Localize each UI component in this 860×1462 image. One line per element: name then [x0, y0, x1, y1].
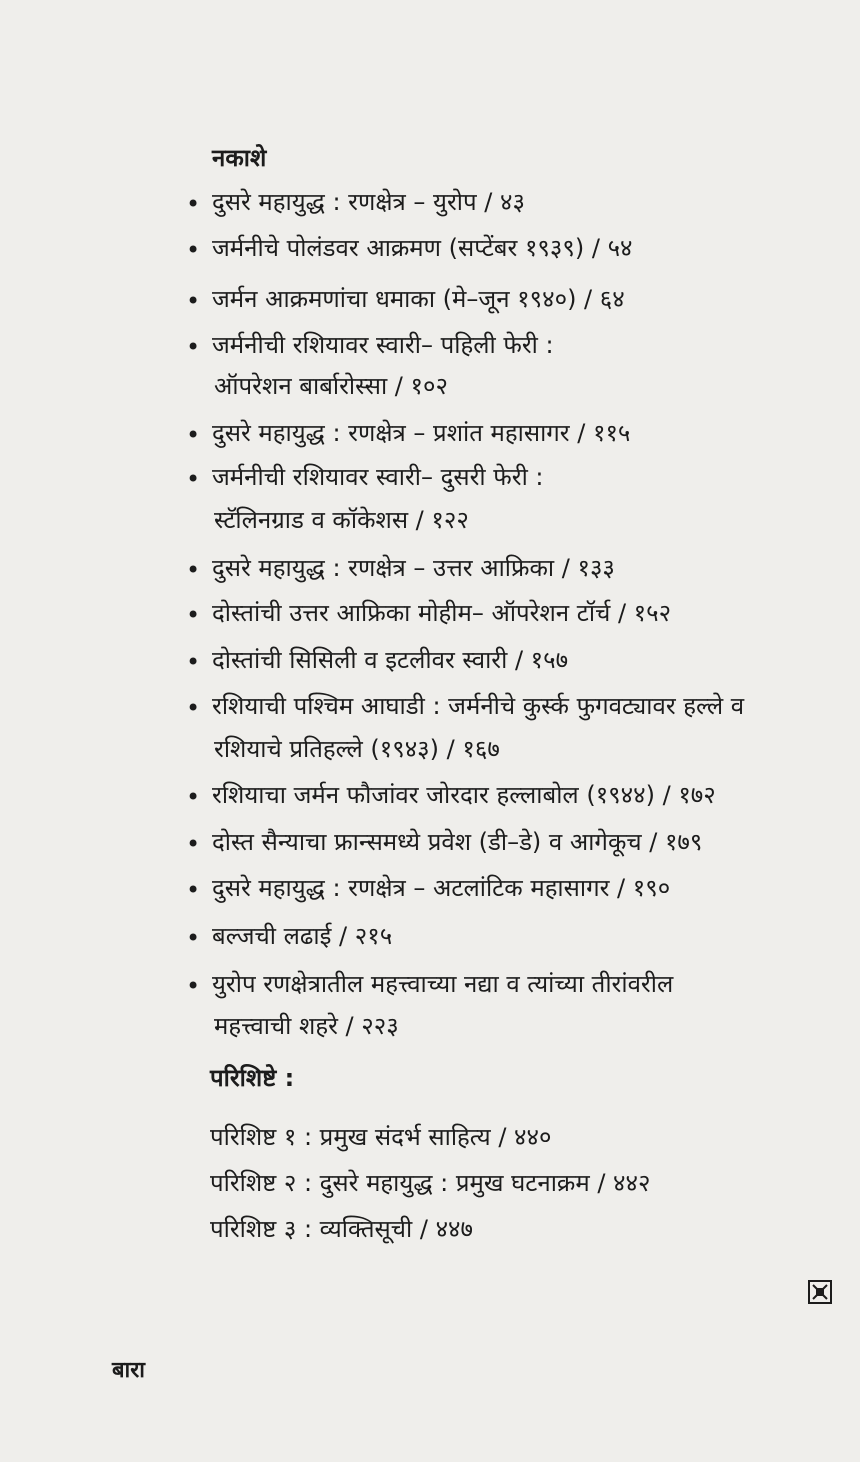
appendix-entry-2: परिशिष्ट २ : दुसरे महायुद्ध : प्रमुख घटनाक्रम / ४४२	[210, 1169, 651, 1197]
map-entry-14: बल्जची लढाई / २१५	[212, 922, 393, 950]
map-entry-7: दुसरे महायुद्ध : रणक्षेत्र – उत्तर आफ्रिका / १३३	[212, 554, 615, 582]
appendix-entry-1: परिशिष्ट १ : प्रमुख संदर्भ साहित्य / ४४०	[210, 1123, 552, 1151]
map-entry-6-line1: जर्मनीची रशियावर स्वारी– दुसरी फेरी :	[212, 463, 544, 491]
bullet-icon: •	[186, 830, 201, 858]
map-entry-10-line2: रशियाचे प्रतिहल्ले (१९४३) / १६७	[214, 735, 500, 763]
bullet-icon: •	[186, 333, 201, 361]
map-entry-15-line2: महत्त्वाची शहरे / २२३	[214, 1012, 399, 1040]
bullet-icon: •	[186, 694, 201, 722]
bullet-icon: •	[186, 648, 201, 676]
bullet-icon: •	[186, 287, 201, 315]
bullet-icon: •	[186, 465, 201, 493]
map-entry-1: दुसरे महायुद्ध : रणक्षेत्र – युरोप / ४३	[212, 188, 525, 216]
bullet-icon: •	[186, 601, 201, 629]
bullet-icon: •	[186, 421, 201, 449]
bullet-icon: •	[186, 876, 201, 904]
map-entry-6-line2: स्टॅलिनग्राड व कॉकेशस / १२२	[214, 506, 469, 534]
map-entry-15-line1: युरोप रणक्षेत्रातील महत्त्वाच्या नद्या व त्यांच्या तीरांवरील	[212, 970, 674, 998]
maps-heading: नकाशे	[212, 144, 267, 172]
map-entry-5: दुसरे महायुद्ध : रणक्षेत्र – प्रशांत महासागर / ११५	[212, 419, 631, 447]
appendix-heading: परिशिष्टे :	[210, 1064, 295, 1092]
bullet-icon: •	[186, 972, 201, 1000]
map-entry-13: दुसरे महायुद्ध : रणक्षेत्र – अटलांटिक महासागर / १९०	[212, 874, 671, 902]
map-entry-11: रशियाचा जर्मन फौजांवर जोरदार हल्लाबोल (१९४४) / १७२	[212, 781, 716, 809]
bullet-icon: •	[186, 556, 201, 584]
bullet-icon: •	[186, 236, 201, 264]
map-entry-12: दोस्त सैन्याचा फ्रान्समध्ये प्रवेश (डी–डे) व आगेकूच / १७९	[212, 828, 703, 856]
map-entry-3: जर्मन आक्रमणांचा धमाका (मे–जून १९४०) / ६४	[212, 285, 625, 313]
map-entry-2: जर्मनीचे पोलंडवर आक्रमण (सप्टेंबर १९३९) / ५४	[212, 234, 633, 262]
appendix-entry-3: परिशिष्ट ३ : व्यक्तिसूची / ४४७	[210, 1215, 474, 1243]
map-entry-8: दोस्तांची उत्तर आफ्रिका मोहीम– ऑपरेशन टॉर्च / १५२	[212, 599, 672, 627]
bullet-icon: •	[186, 783, 201, 811]
ornament-square-icon	[808, 1280, 832, 1304]
page-number-label: बारा	[112, 1358, 145, 1383]
map-entry-9: दोस्तांची सिसिली व इटलीवर स्वारी / १५७	[212, 646, 569, 674]
bullet-icon: •	[186, 190, 201, 218]
map-entry-10-line1: रशियाची पश्चिम आघाडी : जर्मनीचे कुर्स्क फुगवट्यावर हल्ले व	[212, 692, 745, 720]
map-entry-4-line2: ऑपरेशन बार्बारोस्सा / १०२	[214, 372, 448, 400]
map-entry-4-line1: जर्मनीची रशियावर स्वारी– पहिली फेरी :	[212, 331, 554, 359]
bullet-icon: •	[186, 924, 201, 952]
